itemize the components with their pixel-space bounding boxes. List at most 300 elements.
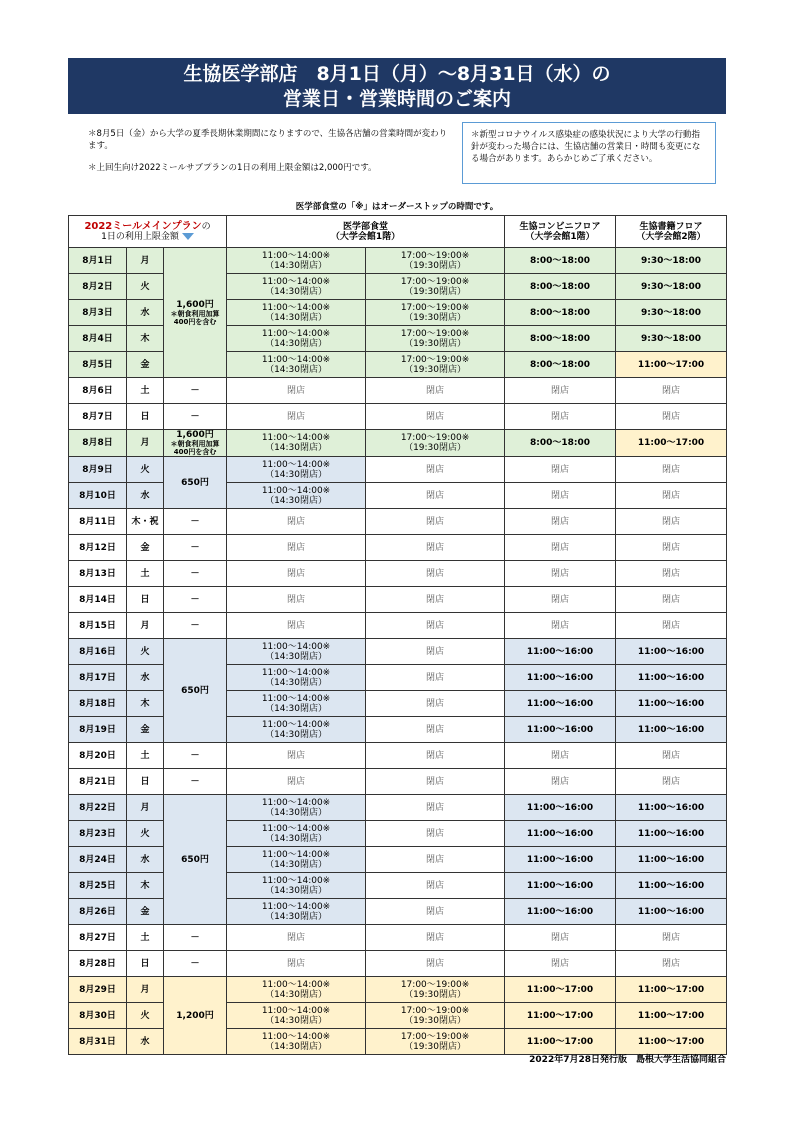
cafeteria-lunch-cell-hours: 11:00～14:00※ xyxy=(261,433,331,443)
book-hours-cell: 閉店 xyxy=(616,743,727,769)
title-line1: 生協医学部店 8月1日（月）～8月31日（水）の xyxy=(183,63,611,85)
dow-cell: 水 xyxy=(127,300,164,326)
date-cell: 8月7日 xyxy=(69,404,127,430)
cafeteria-lunch-cell-close: （14:30閉店） xyxy=(265,703,327,714)
cafeteria-lunch-cell xyxy=(227,274,366,300)
cafeteria-lunch-cell: 閉店 xyxy=(227,769,366,795)
cafeteria-lunch-cell xyxy=(227,873,366,899)
cafeteria-lunch-cell-close: （14:30閉店） xyxy=(265,364,327,375)
date-cell: 8月5日 xyxy=(69,352,127,378)
book-hours-cell: 閉店 xyxy=(616,483,727,509)
conv-hours-cell: 8:00～18:00 xyxy=(505,300,616,326)
cafeteria-lunch-cell-hours: 11:00～14:00※ xyxy=(261,459,331,470)
table-row xyxy=(69,769,727,795)
date-cell: 8月25日 xyxy=(69,873,127,899)
cafeteria-lunch-cell-hours: 11:00～14:00※ xyxy=(261,901,331,912)
cafeteria-lunch-cell-hours: 11:00～14:00※ xyxy=(261,1005,331,1016)
date-cell: 8月10日 xyxy=(69,483,127,509)
book-hours-cell: 11:00～17:00 xyxy=(616,1003,727,1029)
book-hours-cell: 11:00～16:00 xyxy=(616,691,727,717)
conv-header: 生協コンビニフロア （大学会館1階） xyxy=(505,216,616,248)
cafeteria-dinner-cell: 閉店 xyxy=(366,404,505,430)
cafeteria-lunch-cell-close: （14:30閉店） xyxy=(265,260,327,271)
schedule-table xyxy=(68,215,727,1055)
cafeteria-dinner-cell-close: （19:30閉店） xyxy=(404,338,466,349)
book-hours-cell: 11:00～16:00 xyxy=(616,847,727,873)
cafeteria-lunch-cell-hours: 11:00～14:00※ xyxy=(261,641,331,652)
cafeteria-lunch-cell-close: （14:30閉店） xyxy=(265,911,327,922)
dow-cell: 金 xyxy=(127,535,164,561)
date-cell: 8月3日 xyxy=(69,300,127,326)
dow-cell: 金 xyxy=(127,899,164,925)
book-hours-cell: 閉店 xyxy=(616,769,727,795)
book-hours-cell: 閉店 xyxy=(616,587,727,613)
cafeteria-dinner-cell-close: （19:30閉店） xyxy=(404,312,466,323)
cafeteria-dinner-cell: 閉店 xyxy=(366,587,505,613)
cafeteria-lunch-cell xyxy=(227,457,366,483)
cafeteria-lunch-cell-close: （14:30閉店） xyxy=(265,807,327,818)
cafeteria-dinner-cell xyxy=(366,977,505,1003)
table-row xyxy=(69,743,727,769)
plan-limit-note: ＊朝食利用加算400円を含む xyxy=(170,440,220,456)
book-hours-cell: 閉店 xyxy=(616,535,727,561)
cafeteria-dinner-cell: 閉店 xyxy=(366,378,505,404)
cafeteria-lunch-cell xyxy=(227,717,366,743)
plan-limit-amount: － xyxy=(190,385,200,396)
conv-hours-cell: 11:00～16:00 xyxy=(505,899,616,925)
cafeteria-dinner-cell-hours: 17:00～19:00※ xyxy=(400,433,470,443)
cafeteria-lunch-cell: 閉店 xyxy=(227,535,366,561)
cafeteria-lunch-cell: 閉店 xyxy=(227,613,366,639)
dow-cell: 水 xyxy=(127,1029,164,1055)
dow-cell: 火 xyxy=(127,274,164,300)
cafeteria-lunch-cell-close: （14:30閉店） xyxy=(265,469,327,480)
conv-hours-cell: 閉店 xyxy=(505,951,616,977)
plan-limit-note: ＊朝食利用加算400円を含む xyxy=(170,309,220,326)
plan-limit-amount: 650円 xyxy=(181,477,209,488)
plan-limit-cell xyxy=(164,404,227,430)
book-hours-cell: 閉店 xyxy=(616,925,727,951)
cafeteria-lunch-cell-close: （14:30閉店） xyxy=(265,989,327,1000)
cafeteria-lunch-cell xyxy=(227,483,366,509)
cafeteria-dinner-cell: 閉店 xyxy=(366,483,505,509)
plan-limit-amount: 650円 xyxy=(181,685,209,696)
cafeteria-lunch-cell-hours: 11:00～14:00※ xyxy=(261,302,331,313)
date-cell: 8月14日 xyxy=(69,587,127,613)
dow-cell: 木 xyxy=(127,873,164,899)
dow-cell: 月 xyxy=(127,248,164,274)
cafeteria-lunch-cell-close: （14:30閉店） xyxy=(265,312,327,323)
date-cell: 8月24日 xyxy=(69,847,127,873)
dow-cell: 金 xyxy=(127,717,164,743)
cafeteria-dinner-cell: 閉店 xyxy=(366,509,505,535)
plan-limit-amount: － xyxy=(190,958,200,969)
cafeteria-lunch-cell-hours: 11:00～14:00※ xyxy=(261,979,331,990)
dow-cell: 日 xyxy=(127,404,164,430)
cafeteria-dinner-cell: 閉店 xyxy=(366,769,505,795)
conv-hours-cell: 11:00～17:00 xyxy=(505,1029,616,1055)
table-row xyxy=(69,925,727,951)
plan-limit-cell xyxy=(164,977,227,1055)
plan-limit-cell xyxy=(164,925,227,951)
cafeteria-dinner-cell: 閉店 xyxy=(366,743,505,769)
book-hours-cell: 11:00～16:00 xyxy=(616,795,727,821)
book-hours-cell: 11:00～16:00 xyxy=(616,665,727,691)
table-row xyxy=(69,561,727,587)
title-line2: 営業日・営業時間のご案内 xyxy=(282,88,511,110)
cafeteria-lunch-cell-hours: 11:00～14:00※ xyxy=(261,1031,331,1042)
book-hours-cell: 閉店 xyxy=(616,613,727,639)
date-cell: 8月31日 xyxy=(69,1029,127,1055)
cafeteria-dinner-cell: 閉店 xyxy=(366,925,505,951)
date-cell: 8月16日 xyxy=(69,639,127,665)
plan-sub: 1日の利用上限金額 xyxy=(101,231,179,242)
cafeteria-lunch-cell-close: （14:30閉店） xyxy=(265,338,327,349)
cafeteria-lunch-cell xyxy=(227,821,366,847)
plan-limit-amount: － xyxy=(190,516,200,527)
dow-cell: 日 xyxy=(127,951,164,977)
cafeteria-lunch-cell xyxy=(227,352,366,378)
cafeteria-lunch-cell xyxy=(227,665,366,691)
conv-hours-cell: 閉店 xyxy=(505,404,616,430)
cafeteria-dinner-cell-close: （19:30閉店） xyxy=(404,364,466,375)
plan-limit-cell xyxy=(164,613,227,639)
dow-cell: 金 xyxy=(127,352,164,378)
cafeteria-dinner-cell xyxy=(366,1029,505,1055)
date-cell: 8月11日 xyxy=(69,509,127,535)
date-cell: 8月2日 xyxy=(69,274,127,300)
cafeteria-lunch-cell-hours: 11:00～14:00※ xyxy=(261,797,331,808)
cafeteria-dinner-cell xyxy=(366,352,505,378)
cafeteria-lunch-cell: 閉店 xyxy=(227,587,366,613)
cafeteria-dinner-cell: 閉店 xyxy=(366,873,505,899)
date-cell: 8月29日 xyxy=(69,977,127,1003)
plan-limit-amount: － xyxy=(190,776,200,787)
dow-cell: 日 xyxy=(127,587,164,613)
cafeteria-lunch-cell: 閉店 xyxy=(227,404,366,430)
date-cell: 8月28日 xyxy=(69,951,127,977)
cafeteria-dinner-cell-close: （19:30閉店） xyxy=(404,443,466,453)
table-row xyxy=(69,404,727,430)
date-cell: 8月4日 xyxy=(69,326,127,352)
dow-cell: 土 xyxy=(127,561,164,587)
plan-limit-cell xyxy=(164,743,227,769)
plan-limit-amount: － xyxy=(190,542,200,553)
cafeteria-dinner-cell: 閉店 xyxy=(366,847,505,873)
footer: 2022年7月28日発行版 島根大学生活協同組合 xyxy=(529,1055,726,1065)
cafeteria-dinner-cell xyxy=(366,1003,505,1029)
cafeteria-dinner-cell-hours: 17:00～19:00※ xyxy=(400,1031,470,1042)
conv-hours-cell: 11:00～17:00 xyxy=(505,1003,616,1029)
book-hours-cell: 閉店 xyxy=(616,378,727,404)
cafeteria-dinner-cell xyxy=(366,274,505,300)
book-hours-cell: 9:30～18:00 xyxy=(616,326,727,352)
cafeteria-dinner-cell: 閉店 xyxy=(366,535,505,561)
conv-hours-cell: 11:00～16:00 xyxy=(505,873,616,899)
plan-limit-cell xyxy=(164,457,227,509)
plan-limit-cell xyxy=(164,509,227,535)
cafeteria-lunch-cell-close: （14:30閉店） xyxy=(265,833,327,844)
table-row xyxy=(69,977,727,1003)
conv-hours-cell: 8:00～18:00 xyxy=(505,326,616,352)
plan-limit-amount: 1,600円 xyxy=(176,430,214,440)
conv-hours-cell: 閉店 xyxy=(505,509,616,535)
plan-limit-amount: － xyxy=(190,411,200,422)
book-hours-cell: 11:00～16:00 xyxy=(616,899,727,925)
table-row xyxy=(69,639,727,665)
date-cell: 8月9日 xyxy=(69,457,127,483)
dow-cell: 水 xyxy=(127,847,164,873)
book-hours-cell: 11:00～16:00 xyxy=(616,717,727,743)
date-cell: 8月30日 xyxy=(69,1003,127,1029)
cafeteria-lunch-cell-close: （14:30閉店） xyxy=(265,495,327,506)
date-cell: 8月8日 xyxy=(69,430,127,457)
plan-limit-cell xyxy=(164,378,227,404)
cafeteria-dinner-cell: 閉店 xyxy=(366,639,505,665)
cafeteria-dinner-cell: 閉店 xyxy=(366,613,505,639)
cafeteria-dinner-cell xyxy=(366,248,505,274)
cafeteria-dinner-cell-close: （19:30閉店） xyxy=(404,1015,466,1026)
plan-header xyxy=(69,216,227,248)
cafeteria-lunch-cell-hours: 11:00～14:00※ xyxy=(261,250,331,261)
dow-cell: 木 xyxy=(127,691,164,717)
dow-cell: 火 xyxy=(127,639,164,665)
plan-no: の xyxy=(201,221,211,232)
cafeteria-dinner-cell: 閉店 xyxy=(366,457,505,483)
conv-hours-cell: 8:00～18:00 xyxy=(505,248,616,274)
book-hours-cell: 9:30～18:00 xyxy=(616,300,727,326)
plan-limit-amount: － xyxy=(190,594,200,605)
cafeteria-dinner-cell-hours: 17:00～19:00※ xyxy=(400,276,470,287)
plan-limit-amount: 1,600円 xyxy=(176,299,214,310)
cafeteria-lunch-cell: 閉店 xyxy=(227,925,366,951)
cafeteria-dinner-cell-close: （19:30閉店） xyxy=(404,989,466,1000)
cafeteria-dinner-cell: 閉店 xyxy=(366,665,505,691)
dow-cell: 土 xyxy=(127,743,164,769)
date-cell: 8月19日 xyxy=(69,717,127,743)
table-row xyxy=(69,795,727,821)
book-hours-cell: 11:00～17:00 xyxy=(616,1029,727,1055)
cafeteria-dinner-cell xyxy=(366,300,505,326)
date-cell: 8月15日 xyxy=(69,613,127,639)
book-hours-cell: 閉店 xyxy=(616,457,727,483)
cafeteria-dinner-cell-close: （19:30閉店） xyxy=(404,260,466,271)
conv-hours-cell: 8:00～18:00 xyxy=(505,274,616,300)
cafeteria-lunch-cell xyxy=(227,1029,366,1055)
cafeteria-lunch-cell xyxy=(227,300,366,326)
conv-hours-cell: 11:00～16:00 xyxy=(505,795,616,821)
dow-cell: 水 xyxy=(127,665,164,691)
note-summer-hours: ＊8月5日（金）から大学の夏季長期休業期間になりますので、生協各店舗の営業時間が変わります。 xyxy=(88,129,448,151)
dow-cell: 月 xyxy=(127,613,164,639)
cafeteria-lunch-cell: 閉店 xyxy=(227,509,366,535)
table-caption: 医学部食堂の「※」はオーダーストップの時間です。 xyxy=(295,202,499,212)
conv-hours-cell: 閉店 xyxy=(505,743,616,769)
book-hours-cell: 閉店 xyxy=(616,951,727,977)
cafeteria-lunch-cell xyxy=(227,899,366,925)
cafeteria-dinner-cell: 閉店 xyxy=(366,717,505,743)
cafeteria-dinner-cell-hours: 17:00～19:00※ xyxy=(400,250,470,261)
book-hours-cell: 閉店 xyxy=(616,561,727,587)
dow-cell: 土 xyxy=(127,378,164,404)
cafeteria-lunch-cell-close: （14:30閉店） xyxy=(265,677,327,688)
book-hours-cell: 11:00～16:00 xyxy=(616,873,727,899)
table-row xyxy=(69,951,727,977)
notes-left xyxy=(88,128,448,184)
cafeteria-lunch-cell: 閉店 xyxy=(227,378,366,404)
table-row xyxy=(69,535,727,561)
cafeteria-lunch-cell-close: （14:30閉店） xyxy=(265,885,327,896)
table-row xyxy=(69,613,727,639)
header-row xyxy=(69,216,727,248)
cafeteria-lunch-cell xyxy=(227,639,366,665)
cafeteria-dinner-cell xyxy=(366,326,505,352)
title-banner xyxy=(68,58,726,114)
conv-hours-cell: 閉店 xyxy=(505,535,616,561)
dow-cell: 火 xyxy=(127,1003,164,1029)
cafeteria-header: 医学部食堂 （大学会館1階） xyxy=(227,216,505,248)
cafeteria-lunch-cell xyxy=(227,795,366,821)
cafeteria-lunch-cell xyxy=(227,430,366,457)
date-cell: 8月6日 xyxy=(69,378,127,404)
plan-limit-cell xyxy=(164,769,227,795)
conv-hours-cell: 閉店 xyxy=(505,769,616,795)
date-cell: 8月20日 xyxy=(69,743,127,769)
table-row xyxy=(69,457,727,483)
cafeteria-lunch-cell-hours: 11:00～14:00※ xyxy=(261,875,331,886)
conv-hours-cell: 8:00～18:00 xyxy=(505,430,616,457)
book-header: 生協書籍フロア （大学会館2階） xyxy=(616,216,727,248)
cafeteria-lunch-cell-hours: 11:00～14:00※ xyxy=(261,354,331,365)
cafeteria-lunch-cell-close: （14:30閉店） xyxy=(265,859,327,870)
cafeteria-dinner-cell: 閉店 xyxy=(366,795,505,821)
book-hours-cell: 11:00～17:00 xyxy=(616,430,727,457)
plan-limit-cell xyxy=(164,639,227,743)
dow-cell: 水 xyxy=(127,483,164,509)
table-row xyxy=(69,248,727,274)
dow-cell: 日 xyxy=(127,769,164,795)
conv-hours-cell: 閉店 xyxy=(505,457,616,483)
table-row xyxy=(69,430,727,457)
conv-hours-cell: 閉店 xyxy=(505,483,616,509)
cafeteria-dinner-cell-hours: 17:00～19:00※ xyxy=(400,1005,470,1016)
cafeteria-lunch-cell-close: （14:30閉店） xyxy=(265,729,327,740)
table-row xyxy=(69,509,727,535)
cafeteria-dinner-cell: 閉店 xyxy=(366,691,505,717)
cafeteria-lunch-cell xyxy=(227,248,366,274)
cafeteria-dinner-cell-hours: 17:00～19:00※ xyxy=(400,328,470,339)
plan-title: 2022ミールメインプラン xyxy=(84,220,202,232)
plan-limit-amount: － xyxy=(190,568,200,579)
cafeteria-lunch-cell-close: （14:30閉店） xyxy=(265,1015,327,1026)
cafeteria-dinner-cell: 閉店 xyxy=(366,561,505,587)
date-cell: 8月23日 xyxy=(69,821,127,847)
plan-limit-cell xyxy=(164,561,227,587)
date-cell: 8月21日 xyxy=(69,769,127,795)
date-cell: 8月17日 xyxy=(69,665,127,691)
cafeteria-lunch-cell-hours: 11:00～14:00※ xyxy=(261,823,331,834)
cafeteria-lunch-cell-hours: 11:00～14:00※ xyxy=(261,276,331,287)
plan-limit-amount: 1,200円 xyxy=(176,1010,214,1021)
dow-cell: 木・祝 xyxy=(127,509,164,535)
cafeteria-dinner-cell-close: （19:30閉店） xyxy=(404,286,466,297)
cafeteria-dinner-cell-close: （19:30閉店） xyxy=(404,1041,466,1052)
plan-limit-cell xyxy=(164,248,227,378)
cafeteria-dinner-cell-hours: 17:00～19:00※ xyxy=(400,302,470,313)
conv-hours-cell: 11:00～16:00 xyxy=(505,691,616,717)
cafeteria-lunch-cell: 閉店 xyxy=(227,561,366,587)
cafeteria-dinner-cell-hours: 17:00～19:00※ xyxy=(400,979,470,990)
plan-limit-cell xyxy=(164,535,227,561)
conv-hours-cell: 11:00～16:00 xyxy=(505,821,616,847)
date-cell: 8月22日 xyxy=(69,795,127,821)
cafeteria-lunch-cell-hours: 11:00～14:00※ xyxy=(261,328,331,339)
cafeteria-lunch-cell-hours: 11:00～14:00※ xyxy=(261,849,331,860)
book-hours-cell: 11:00～17:00 xyxy=(616,352,727,378)
note-sub-plan: ＊上回生向け2022ミールサブプランの1日の利用上限金額は2,000円です。 xyxy=(88,163,377,173)
cafeteria-lunch-cell-hours: 11:00～14:00※ xyxy=(261,719,331,730)
cafeteria-lunch-cell xyxy=(227,977,366,1003)
conv-hours-cell: 11:00～16:00 xyxy=(505,717,616,743)
date-cell: 8月1日 xyxy=(69,248,127,274)
dow-cell: 火 xyxy=(127,457,164,483)
dow-cell: 月 xyxy=(127,977,164,1003)
date-cell: 8月27日 xyxy=(69,925,127,951)
book-hours-cell: 閉店 xyxy=(616,404,727,430)
conv-hours-cell: 閉店 xyxy=(505,378,616,404)
date-cell: 8月26日 xyxy=(69,899,127,925)
plan-limit-cell xyxy=(164,587,227,613)
book-hours-cell: 11:00～17:00 xyxy=(616,977,727,1003)
cafeteria-lunch-cell-hours: 11:00～14:00※ xyxy=(261,667,331,678)
book-hours-cell: 閉店 xyxy=(616,509,727,535)
plan-limit-cell xyxy=(164,951,227,977)
conv-hours-cell: 11:00～16:00 xyxy=(505,847,616,873)
book-hours-cell: 11:00～16:00 xyxy=(616,639,727,665)
conv-hours-cell: 11:00～16:00 xyxy=(505,665,616,691)
cafeteria-lunch-cell-close: （14:30閉店） xyxy=(265,443,327,453)
dow-cell: 木 xyxy=(127,326,164,352)
cafeteria-dinner-cell xyxy=(366,430,505,457)
plan-limit-amount: 650円 xyxy=(181,854,209,865)
cafeteria-lunch-cell: 閉店 xyxy=(227,951,366,977)
conv-hours-cell: 8:00～18:00 xyxy=(505,352,616,378)
plan-limit-cell xyxy=(164,430,227,457)
dow-cell: 月 xyxy=(127,430,164,457)
table-row xyxy=(69,587,727,613)
cafeteria-lunch-cell-hours: 11:00～14:00※ xyxy=(261,693,331,704)
cafeteria-lunch-cell xyxy=(227,691,366,717)
conv-hours-cell: 閉店 xyxy=(505,561,616,587)
cafeteria-lunch-cell xyxy=(227,326,366,352)
date-cell: 8月12日 xyxy=(69,535,127,561)
cafeteria-dinner-cell: 閉店 xyxy=(366,821,505,847)
dow-cell: 火 xyxy=(127,821,164,847)
cafeteria-lunch-cell xyxy=(227,1003,366,1029)
cafeteria-lunch-cell xyxy=(227,847,366,873)
cafeteria-dinner-cell: 閉店 xyxy=(366,951,505,977)
conv-hours-cell: 閉店 xyxy=(505,925,616,951)
cafeteria-lunch-cell-hours: 11:00～14:00※ xyxy=(261,485,331,496)
conv-hours-cell: 閉店 xyxy=(505,587,616,613)
table-row xyxy=(69,378,727,404)
book-hours-cell: 9:30～18:00 xyxy=(616,248,727,274)
cafeteria-lunch-cell-close: （14:30閉店） xyxy=(265,286,327,297)
conv-hours-cell: 11:00～17:00 xyxy=(505,977,616,1003)
plan-limit-amount: － xyxy=(190,620,200,631)
conv-hours-cell: 閉店 xyxy=(505,613,616,639)
cafeteria-lunch-cell-close: （14:30閉店） xyxy=(265,1041,327,1052)
